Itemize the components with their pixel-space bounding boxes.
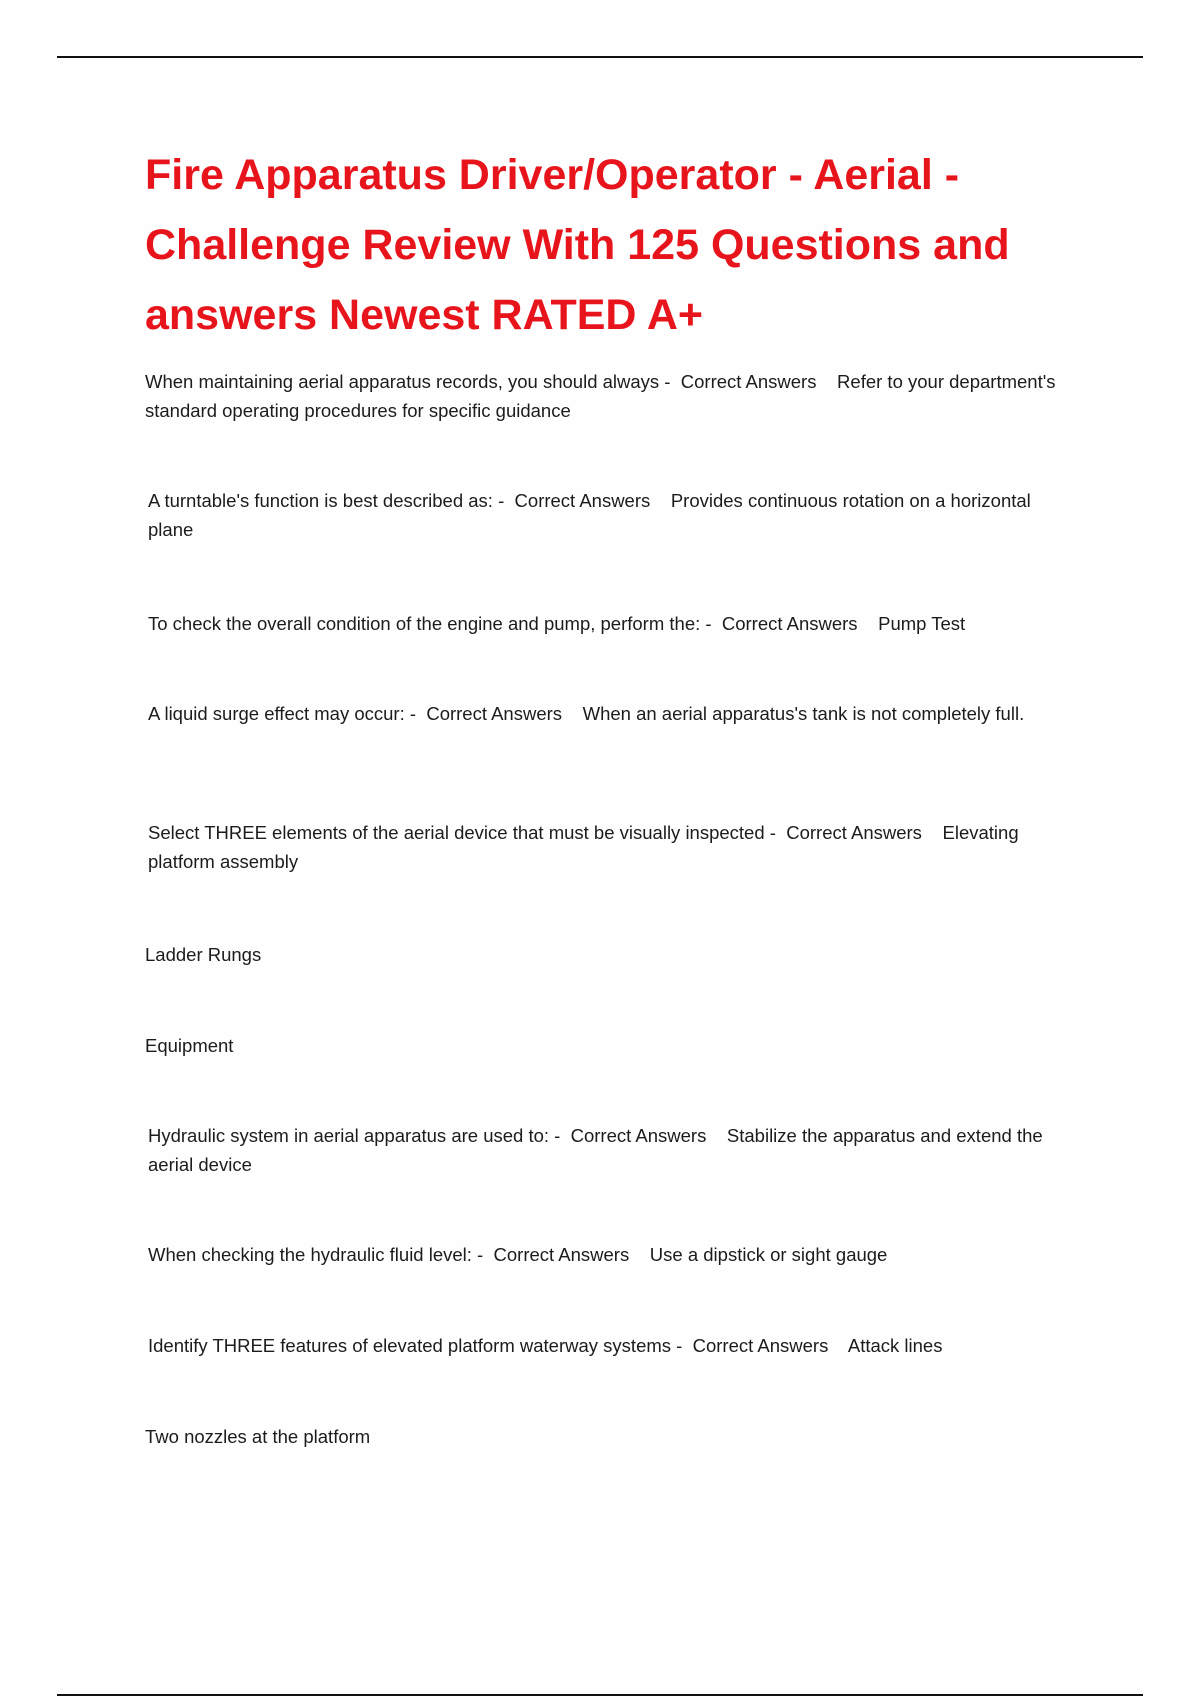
answer-text: Attack lines	[847, 1335, 943, 1356]
qa-entry	[148, 1121, 1078, 1179]
answer-continuation: Two nozzles at the platform	[145, 1426, 371, 1447]
answer-continuation: Ladder Rungs	[145, 944, 262, 965]
answer-text: Provides continuous rotation on a horizontal plane	[148, 490, 1031, 540]
answer-label: Correct Answers	[570, 1125, 707, 1146]
bottom-rule	[57, 1694, 1143, 1696]
question-text: Identify THREE features of elevated platform waterway systems -	[148, 1335, 683, 1356]
question-text: Select THREE elements of the aerial device that must be visually inspected -	[148, 822, 776, 843]
qa-entry	[148, 818, 1078, 876]
answer-text: Refer to your department's standard operating procedures for specific guidance	[145, 371, 1056, 421]
answer-text: Stabilize the apparatus and extend the aerial device	[148, 1125, 1043, 1175]
answer-label: Correct Answers	[692, 1335, 829, 1356]
question-text: A turntable's function is best described as: -	[148, 490, 505, 511]
answer-text: When an aerial apparatus's tank is not completely full.	[582, 703, 1025, 724]
answer-label: Correct Answers	[786, 822, 922, 843]
qa-entry	[148, 1240, 1078, 1269]
qa-entry	[148, 486, 1078, 544]
question-text: A liquid surge effect may occur: -	[148, 703, 417, 724]
question-text: When maintaining aerial apparatus records, you should always -	[145, 371, 671, 392]
question-text: Hydraulic system in aerial apparatus are used to: -	[148, 1125, 561, 1146]
top-rule	[57, 56, 1143, 58]
qa-entry	[148, 609, 1078, 638]
answer-text: Elevating platform assembly	[148, 822, 1019, 872]
question-text: To check the overall condition of the engine and pump, perform the: -	[148, 613, 712, 634]
answer-label: Correct Answers	[721, 613, 858, 634]
answer-continuation: Equipment	[145, 1035, 234, 1056]
answer-label: Correct Answers	[426, 703, 563, 724]
answer-text: Pump Test	[878, 613, 966, 634]
qa-entry	[148, 699, 1078, 728]
answer-label: Correct Answers	[680, 371, 817, 392]
qa-entry	[148, 1331, 1078, 1360]
qa-entry	[145, 367, 1075, 425]
answer-text: Use a dipstick or sight gauge	[649, 1244, 888, 1265]
question-text: When checking the hydraulic fluid level: -	[148, 1244, 484, 1265]
answer-label: Correct Answers	[493, 1244, 630, 1265]
document-title: Fire Apparatus Driver/Operator - Aerial - Challenge Review With 125 Questions and answers Newest RATED A+	[145, 151, 1010, 339]
answer-label: Correct Answers	[514, 490, 651, 511]
